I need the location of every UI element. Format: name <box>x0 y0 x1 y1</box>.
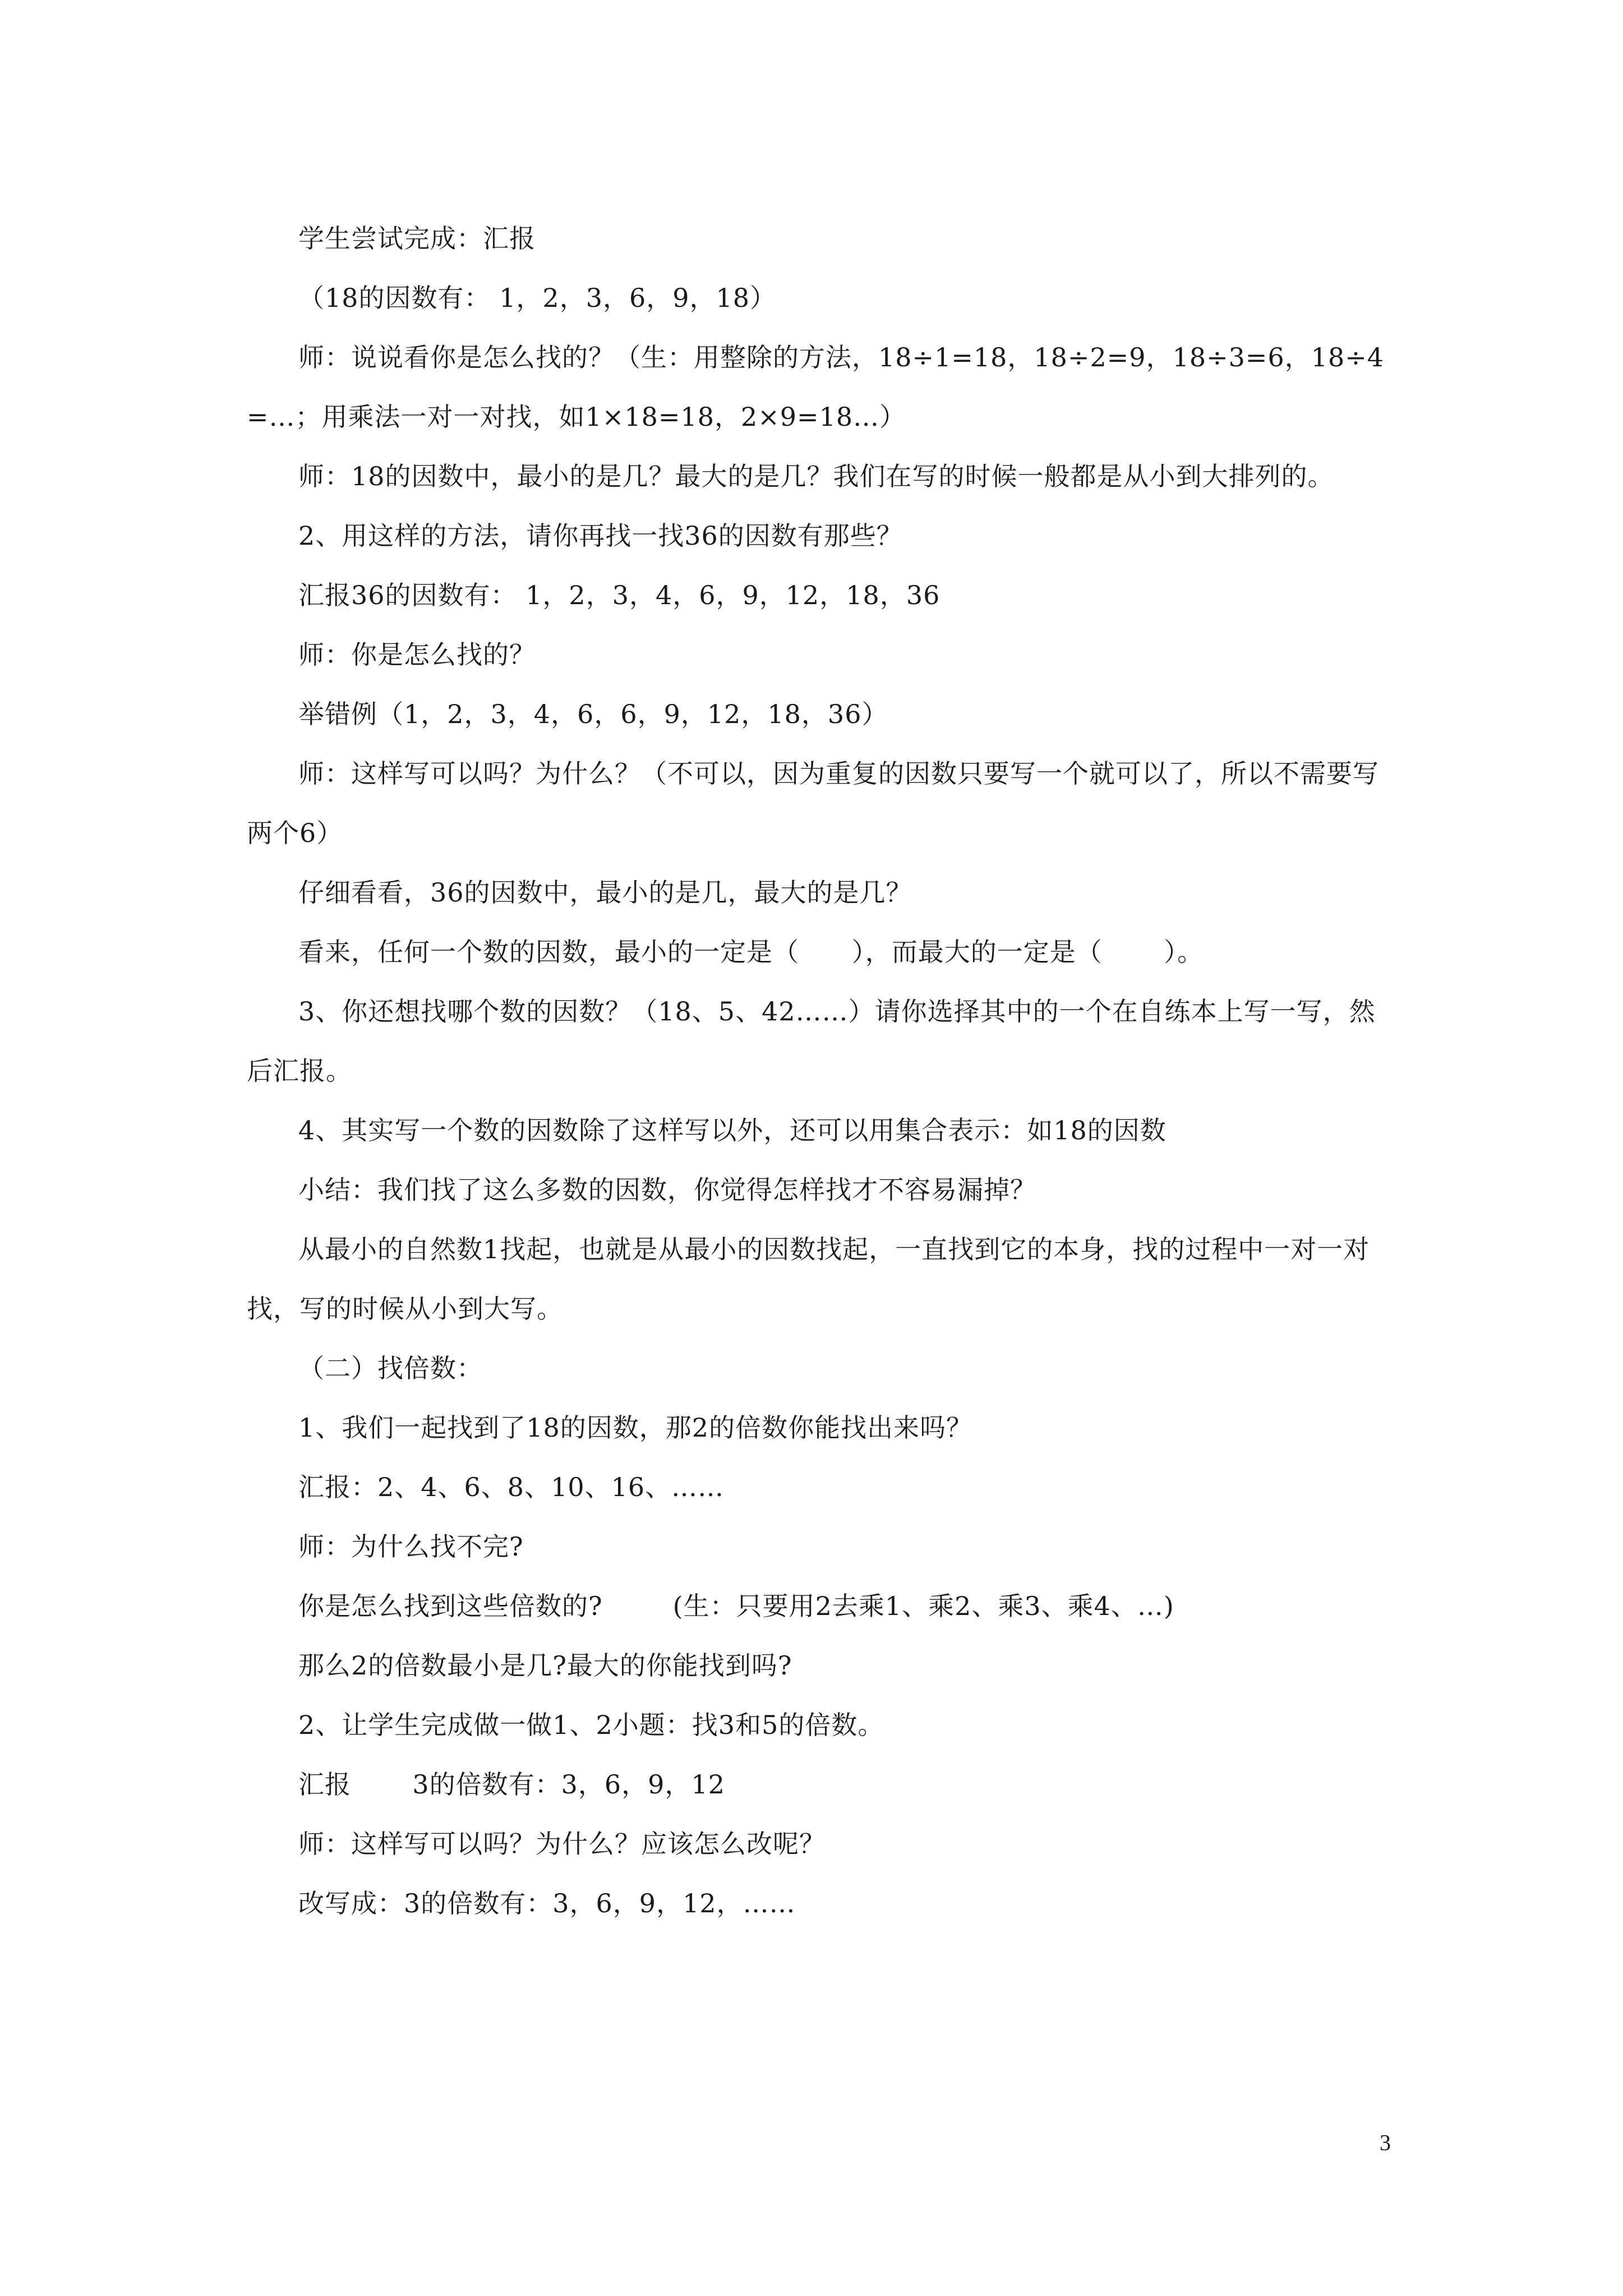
paragraph: 2、用这样的方法，请你再找一找36的因数有那些？ <box>298 521 903 551</box>
page-number: 3 <box>1380 2130 1391 2155</box>
paragraph: 看来，任何一个数的因数，最小的一定是（ ），而最大的一定是（ ）。 <box>298 937 1204 967</box>
paragraph: 你是怎么找到这些倍数的? (生：只要用2去乘1、乘2、乘3、乘4、…) <box>298 1591 1174 1621</box>
paragraph: 汇报：2、4、6、8、10、16、…… <box>298 1472 725 1502</box>
paragraph: 师：这样写可以吗？为什么？（不可以，因为重复的因数只要写一个就可以了，所以不需要写两个6） <box>247 758 1379 848</box>
paragraph: 举错例（1，2，3，4，6，6，9，12，18，36） <box>298 699 888 729</box>
paragraph: 学生尝试完成：汇报 <box>298 223 536 254</box>
paragraph: 2、让学生完成做一做1、2小题：找3和5的倍数。 <box>298 1710 884 1740</box>
paragraph: 师：你是怎么找的？ <box>298 639 536 670</box>
paragraph: 4、其实写一个数的因数除了这样写以外，还可以用集合表示：如18的因数 <box>298 1115 1166 1145</box>
paragraph: 师：说说看你是怎么找的？（生：用整除的方法，18÷1=18，18÷2=9，18÷3=6，18÷4=…；用乘法一对一对找，如1×18=18，2×9=18…） <box>247 342 1385 432</box>
paragraph: （18的因数有： 1，2，3，6，9，18） <box>298 283 777 313</box>
paragraph: 汇报36的因数有： 1，2，3，4，6，9，12，18，36 <box>298 580 940 610</box>
paragraph: 汇报 3的倍数有：3，6，9，12 <box>298 1769 725 1800</box>
paragraph: 师：为什么找不完? <box>298 1531 524 1562</box>
paragraph: 3、你还想找哪个数的因数？（18、5、42……）请你选择其中的一个在自练本上写一写，然后汇报。 <box>247 996 1376 1086</box>
paragraph: 师：18的因数中，最小的是几？最大的是几？我们在写的时候一般都是从小到大排列的。 <box>298 461 1334 491</box>
paragraph: 1、我们一起找到了18的因数，那2的倍数你能找出来吗？ <box>298 1412 973 1443</box>
paragraph: 从最小的自然数1找起，也就是从最小的因数找起，一直找到它的本身，找的过程中一对一对找，写的时候从小到大写。 <box>247 1234 1370 1324</box>
paragraph: 师：这样写可以吗？为什么？应该怎么改呢？ <box>298 1829 826 1859</box>
paragraph: 仔细看看，36的因数中，最小的是几，最大的是几？ <box>298 877 912 908</box>
document-body <box>247 209 1391 1933</box>
paragraph: 改写成：3的倍数有：3，6，9，12，…… <box>298 1888 796 1918</box>
paragraph: 那么2的倍数最小是几?最大的你能找到吗? <box>298 1650 792 1681</box>
paragraph: （二）找倍数： <box>298 1353 483 1383</box>
paragraph: 小结：我们找了这么多数的因数，你觉得怎样找才不容易漏掉？ <box>298 1175 1036 1205</box>
